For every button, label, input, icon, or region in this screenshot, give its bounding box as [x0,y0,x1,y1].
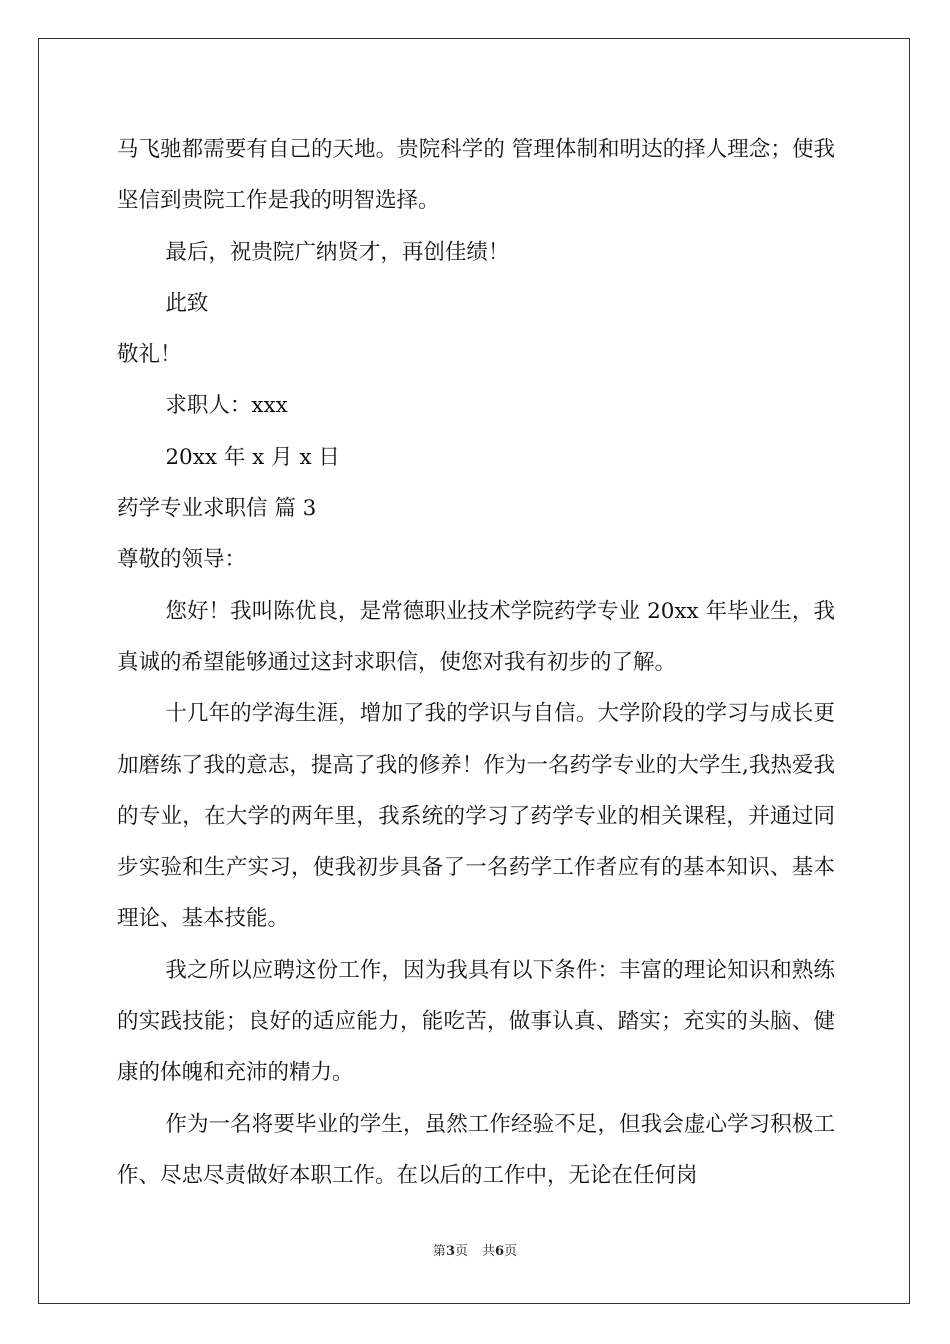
paragraph-closing-wish: 最后，祝贵院广纳贤才，再创佳绩！ [165,239,510,265]
paragraph-1: 马飞驰都需要有自己的天地。贵院科学的 管理体制和明达的择人理念；使我坚信到贵院工作是我的明智选择。 [117,137,835,214]
paragraph-greeting: 尊敬的领导： [117,547,247,573]
footer-total-prefix: 共 [482,1244,496,1259]
footer-page-number: 3 [445,1244,455,1259]
paragraph-education: 十几年的学海生涯，增加了我的学识与自信。大学阶段的学习与成长更加磨练了我的意志，提高了我的修养！作为一名药学专业的大学生,我热爱我的专业，在大学的两年里，我系统的学习了药学专业的相关课程，并通过同步实验和生产实习，使我初步具备了一名药学工作者应有的基本知识、基本理论、基本技能。 [117,701,835,932]
page-footer [0,1240,950,1259]
paragraph-introduction: 您好！我叫陈优良，是常德职业技术学院药学专业 20xx 年毕业生，我真诚的希望能够通过这封求职信，使您对我有初步的了解。 [117,598,835,675]
paragraph-qualifications: 我之所以应聘这份工作，因为我具有以下条件：丰富的理论知识和熟练的实践技能；良好的适应能力，能吃苦，做事认真、踏实；充实的头脑、健康的体魄和充沛的精力。 [117,957,835,1086]
footer-page-suffix: 页 [454,1244,468,1259]
paragraph-salutation-jingli: 敬礼！ [117,342,182,368]
paragraph-applicant: 求职人：xxx [165,393,288,419]
footer-total-suffix: 页 [504,1244,518,1259]
section-heading: 药学专业求职信 篇 3 [117,496,317,522]
paragraph-commitment: 作为一名将要毕业的学生，虽然工作经验不足，但我会虚心学习积极工作、尽忠尽责做好本职工作。在以后的工作中，无论在任何岗 [117,1111,835,1188]
footer-page-prefix: 第 [432,1244,446,1259]
paragraph-date: 20xx 年 x 月 x 日 [165,444,340,470]
paragraph-salutation-cizhi: 此致 [165,290,209,316]
footer-total-pages: 6 [495,1244,505,1259]
document-body [117,124,835,1201]
